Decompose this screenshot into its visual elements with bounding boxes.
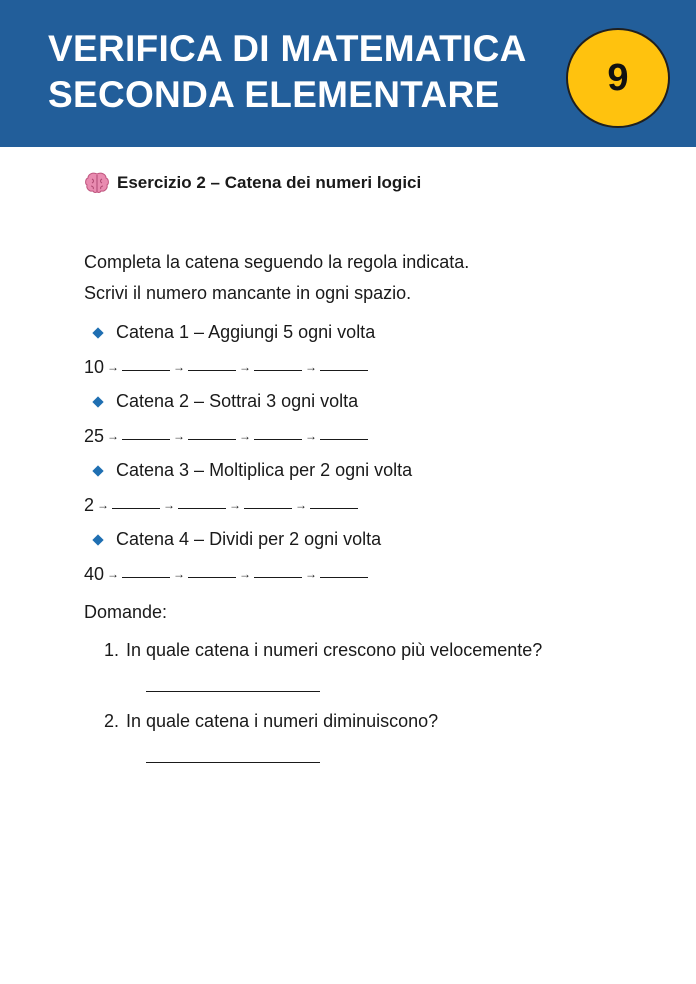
arrow-icon: → [107,567,120,581]
arrow-icon: → [295,498,308,512]
chain-1 [84,318,664,378]
chain-2 [84,387,664,447]
chain-start-number: 40 [84,564,105,584]
title-line-1: VERIFICA DI MATEMATICA [48,28,527,69]
answer-blank[interactable] [112,508,160,509]
diamond-bullet-icon [92,534,103,545]
chain-sequence [84,485,664,516]
instructions-line-2: Scrivi il numero mancante in ogni spazio. [84,283,412,303]
diamond-bullet-icon [92,396,103,407]
question-list [84,635,664,763]
chain-start-number: 25 [84,426,105,446]
arrow-icon: → [173,429,186,443]
question-1 [84,635,664,692]
arrow-icon: → [97,498,110,512]
brain-icon [84,171,110,195]
arrow-icon: → [239,360,252,374]
page-header [0,0,696,147]
chain-sequence [84,416,664,447]
answer-line[interactable] [146,736,320,763]
answer-line[interactable] [146,665,320,692]
instructions [84,247,664,309]
questions-title: Domande: [84,601,168,622]
title-line-2: SECONDA ELEMENTARE [48,74,500,115]
arrow-icon: → [163,498,176,512]
answer-blank[interactable] [254,439,302,440]
chain-heading [84,525,664,554]
arrow-icon: → [239,429,252,443]
question-text: In quale catena i numeri diminuiscono? [126,710,439,731]
chain-start-number: 2 [84,495,95,515]
arrow-icon: → [173,567,186,581]
arrow-icon: → [305,360,318,374]
chain-label: Catena 3 – Moltiplica per 2 ogni volta [116,460,413,480]
answer-blank[interactable] [122,577,170,578]
chain-start-number: 10 [84,357,105,377]
arrow-icon: → [107,360,120,374]
diamond-bullet-icon [92,327,103,338]
answer-blank[interactable] [244,508,292,509]
diamond-bullet-icon [92,465,103,476]
chain-sequence [84,554,664,585]
answer-blank[interactable] [320,439,368,440]
question-line [104,706,664,736]
arrow-icon: → [305,567,318,581]
chain-label: Catena 2 – Sottrai 3 ogni volta [116,391,359,411]
question-number: 2. [104,710,120,731]
chain-heading [84,318,664,347]
page-title [48,26,527,118]
answer-blank[interactable] [122,439,170,440]
answer-blank[interactable] [310,508,358,509]
question-line [104,635,664,665]
chain-list [84,318,664,585]
chain-4 [84,525,664,585]
arrow-icon: → [229,498,242,512]
page-number-badge: 9 [566,28,670,128]
exercise-title: Esercizio 2 – Catena dei numeri logici [117,173,422,192]
question-text: In quale catena i numeri crescono più velocemente? [126,639,543,660]
chain-sequence [84,347,664,378]
question-number: 1. [104,639,120,660]
chain-heading [84,456,664,485]
answer-blank[interactable] [320,577,368,578]
chain-label: Catena 1 – Aggiungi 5 ogni volta [116,322,376,342]
answer-blank[interactable] [188,439,236,440]
worksheet-content [84,165,664,763]
exercise-heading [84,165,664,201]
answer-blank[interactable] [254,370,302,371]
instructions-line-1: Completa la catena seguendo la regola indicata. [84,252,470,272]
arrow-icon: → [173,360,186,374]
answer-blank[interactable] [320,370,368,371]
question-2 [84,706,664,763]
chain-heading [84,387,664,416]
answer-blank[interactable] [188,370,236,371]
chain-label: Catena 4 – Dividi per 2 ogni volta [116,529,382,549]
answer-blank[interactable] [178,508,226,509]
arrow-icon: → [239,567,252,581]
answer-blank[interactable] [122,370,170,371]
chain-3 [84,456,664,516]
answer-blank[interactable] [254,577,302,578]
answer-blank[interactable] [188,577,236,578]
arrow-icon: → [305,429,318,443]
arrow-icon: → [107,429,120,443]
